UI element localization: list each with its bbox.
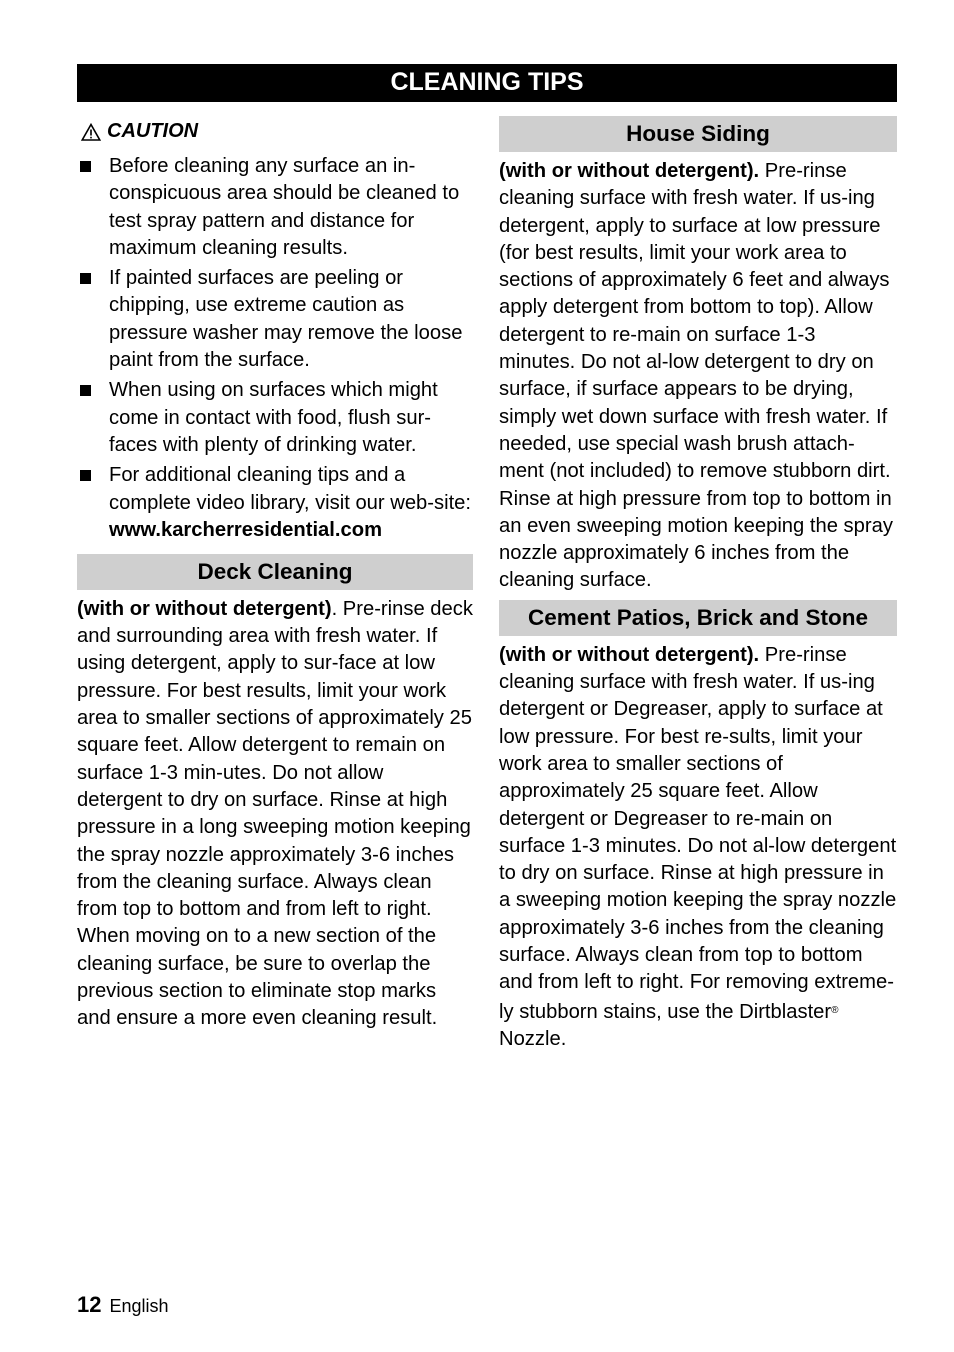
deck-cleaning-lead: (with or without detergent) bbox=[77, 597, 332, 620]
registered-mark: ® bbox=[831, 1004, 839, 1016]
list-item bbox=[77, 265, 473, 374]
caution-heading bbox=[77, 118, 473, 145]
deck-cleaning-body bbox=[77, 596, 473, 1033]
house-siding-lead: (with or without detergent). bbox=[499, 160, 760, 182]
cement-patios-lead: (with or without detergent). bbox=[499, 643, 760, 666]
website-link[interactable]: www.karcherresidential.com bbox=[109, 518, 383, 541]
square-bullet-icon bbox=[80, 161, 91, 172]
list-item-text: For additional cleaning tips and a complete video library, visit our web-site: bbox=[109, 464, 472, 514]
square-bullet-icon bbox=[80, 470, 91, 481]
deck-cleaning-heading: Deck Cleaning bbox=[77, 554, 473, 590]
cement-patios-body bbox=[499, 642, 897, 1053]
caution-label: CAUTION bbox=[107, 120, 199, 142]
cement-patios-heading: Cement Patios, Brick and Stone bbox=[499, 600, 897, 636]
list-item bbox=[77, 153, 473, 262]
list-item bbox=[77, 462, 473, 517]
warning-triangle-icon bbox=[81, 123, 107, 141]
list-item-text: If painted surfaces are peeling or chipping, use extreme caution as pressure washer may remove the loose paint from the surface. bbox=[109, 267, 463, 372]
list-item bbox=[77, 377, 473, 459]
deck-cleaning-text: . Pre-rinse deck and surrounding area with fresh water. If using detergent, apply to sur-face at low pressure. For best results, limit your work area to smaller sections of approximately 25 square feet. Allow detergent to remain on surface 1-3 min-utes. Do not allow detergent to dry on surface. Rinse at high pressure in a long sweeping motion keeping the spray nozzle approximately 3-6 inches from the cleaning surface. Always clean from top to bottom and from left to right. When moving on to a new section of the cleaning surface, be sure to overlap the previous section to eliminate stop marks and ensure a more even cleaning result. bbox=[77, 597, 473, 1030]
house-siding-body bbox=[499, 158, 897, 595]
house-siding-text: Pre-rinse cleaning surface with fresh water. If us-ing detergent, apply to surface at low pressure (for best results, limit your work area to sections of approximately 6 feet and always apply detergent from bottom to top). Allow detergent to re-main on surface 1-3 minutes. Do not al-low detergent to dry on surface, if surface appears to be drying, simply wet down surface with fresh water. If needed, use special wash brush attach-ment (not included) to remove stubborn dirt. Rinse at high pressure from top to bottom in an even sweeping motion keeping the spray nozzle approximately 6 inches from the cleaning surface. bbox=[499, 160, 893, 592]
footer-language: English bbox=[109, 1296, 169, 1316]
right-column bbox=[499, 116, 897, 1053]
cement-patios-text: Pre-rinse cleaning surface with fresh water. If us-ing detergent or Degreaser, apply to surface at low pressure. For best re-sults, limit your work area to smaller sections of approximately 25 square feet. Allow detergent or Degreaser to re-main on surface 1-3 minutes. Do not al-low detergent to dry on surface. Rinse at high pressure in a sweeping motion keeping the spray nozzle approximately 3-6 inches from the cleaning surface. Always clean from top to bottom and from left to right. For removing extreme-ly stubborn stains, use the Dirtblaster bbox=[499, 643, 897, 1023]
list-item-text: When using on surfaces which might come in contact with food, flush sur-faces with plenty of drinking water. bbox=[109, 379, 438, 456]
square-bullet-icon bbox=[80, 385, 91, 396]
caution-list bbox=[77, 153, 473, 517]
page-footer bbox=[77, 1292, 169, 1318]
page-title: CLEANING TIPS bbox=[77, 64, 897, 102]
house-siding-heading: House Siding bbox=[499, 116, 897, 152]
left-column bbox=[77, 116, 473, 1033]
list-item-text: Before cleaning any surface an in-conspicuous area should be cleaned to test spray pattern and distance for maximum cleaning results. bbox=[109, 155, 460, 259]
page-number: 12 bbox=[77, 1292, 102, 1317]
square-bullet-icon bbox=[80, 273, 91, 284]
cement-patios-tail: Nozzle. bbox=[499, 1027, 567, 1050]
